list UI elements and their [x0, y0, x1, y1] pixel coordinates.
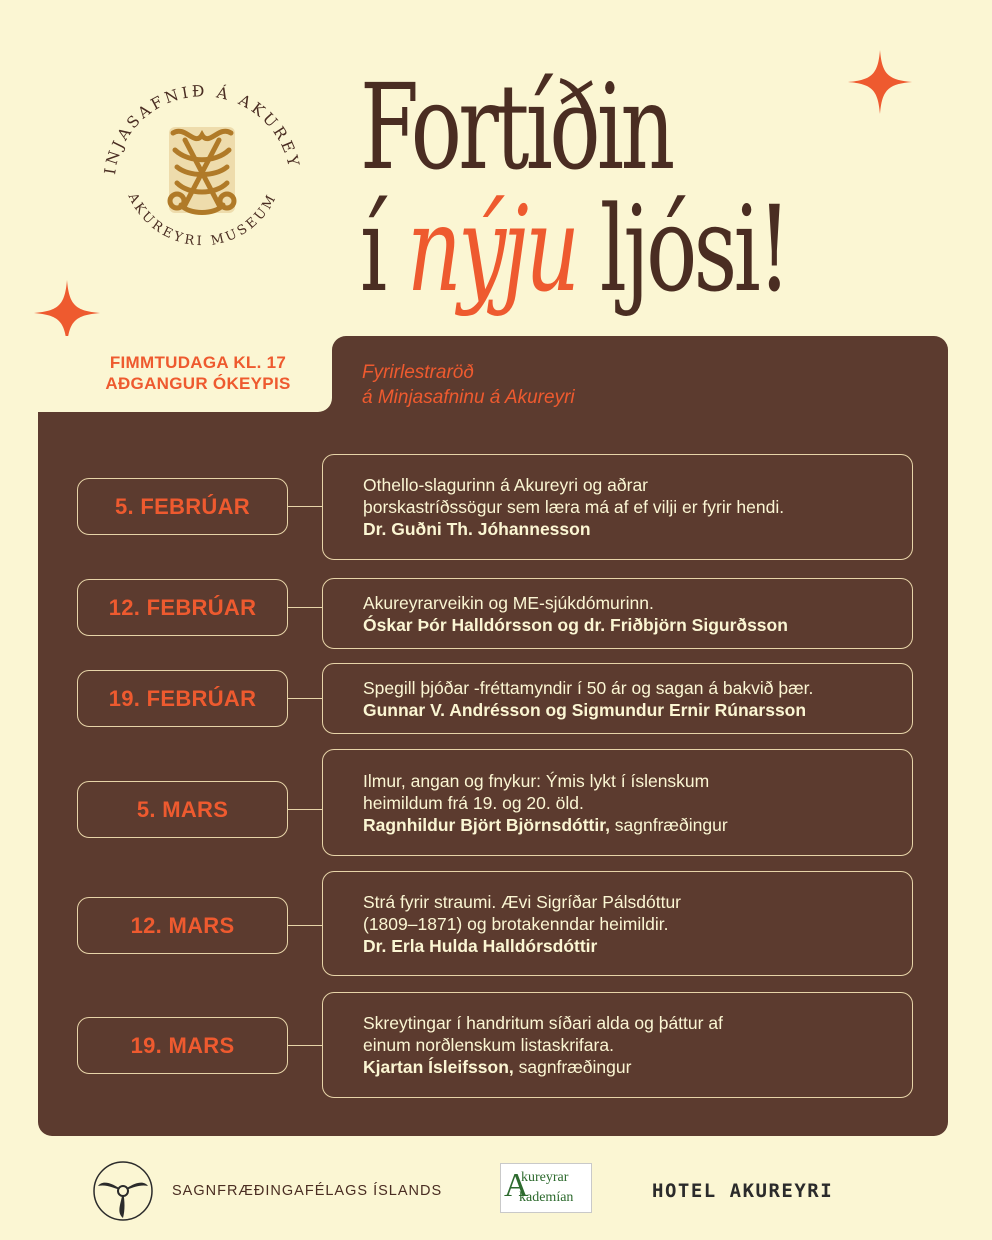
akademian-letter: A [504, 1167, 529, 1204]
row-connector [288, 925, 322, 926]
akademian-word-2: kademían [519, 1190, 574, 1205]
lecture-speaker-line [363, 518, 892, 540]
lecture-speaker-line [363, 614, 892, 636]
lecture-date: 5. FEBRÚAR [77, 478, 288, 535]
lecture-details [322, 578, 913, 649]
title-word-i: í [360, 180, 407, 318]
lecture-title-line: heimildum frá 19. og 20. öld. [363, 792, 584, 813]
lecture-title-line: þorskastríðssögur sem læra má af ef vilji er fyrir hendi. [363, 497, 785, 517]
title-word-ljosi: ljósi! [576, 180, 788, 318]
row-connector [288, 607, 322, 608]
lecture-title-line: Spegill þjóðar -fréttamyndir í 50 ár og sagan á bakvið þær. [363, 677, 814, 698]
panel-notch-corner [332, 336, 346, 350]
lecture-date: 12. MARS [77, 897, 288, 954]
lecture-title-line: Strá fyrir straumi. Ævi Sigríðar Pálsdóttur [363, 891, 681, 912]
row-connector [288, 506, 322, 507]
hotel-akureyri-logo: HOTEL AKUREYRI [652, 1180, 834, 1202]
page-title [360, 40, 920, 318]
lecture-date: 12. FEBRÚAR [77, 579, 288, 636]
lecture-speaker: Dr. Guðni Th. Jóhannesson [363, 519, 591, 539]
lecture-date: 5. MARS [77, 781, 288, 838]
lecture-title-line: Akureyrarveikin og ME-sjúkdómurinn. [363, 592, 654, 613]
title-line-1: Fortíðin [360, 58, 672, 196]
lecture-speaker: Dr. Erla Hulda Halldórsdóttir [363, 935, 598, 956]
row-connector [288, 1045, 322, 1046]
lecture-details [322, 663, 913, 734]
lecture-speaker: Kjartan Ísleifsson, [363, 1057, 514, 1077]
akureyrar-akademian-logo [500, 1163, 592, 1213]
lecture-speaker: Ragnhildur Björt Björnsdóttir, [363, 814, 610, 835]
row-connector [288, 698, 322, 699]
sparkle-star-icon-top [848, 50, 912, 114]
lecture-speaker-line [363, 699, 892, 721]
title-accent-word: nýju [406, 180, 577, 318]
lecture-speaker-role: sagnfræðingur [609, 814, 728, 835]
series-line-2: á Minjasafninu á Akureyri [362, 387, 575, 408]
celtic-knot-icon [169, 127, 235, 213]
lecture-speaker: Óskar Þór Halldórsson og dr. Friðbjörn Sigurðsson [363, 614, 788, 635]
museum-logo [85, 55, 320, 290]
lecture-date: 19. MARS [77, 1017, 288, 1074]
lecture-speaker-role: sagnfræðingur [513, 1057, 632, 1077]
lecture-details [322, 871, 913, 976]
lecture-title-line: Skreytingar í handritum síðari alda og þáttur af [363, 1013, 723, 1033]
akademian-word-1: kureyrar [521, 1170, 569, 1185]
logo-ring-text-top: INJASAFNIÐ Á AKUREY [101, 82, 304, 176]
lecture-speaker-line [363, 814, 892, 836]
lecture-details [322, 749, 913, 856]
lecture-title-line: Ilmur, angan og fnykur: Ýmis lykt í íslenskum [363, 770, 710, 791]
series-subtitle [362, 360, 575, 410]
lecture-speaker-line [363, 935, 892, 957]
lecture-date: 19. FEBRÚAR [77, 670, 288, 727]
logo-ring-text-bottom: AKUREYRI MUSEUM [124, 190, 281, 250]
historians-association-name: SAGNFRÆÐINGAFÉLAGS ÍSLANDS [172, 1183, 443, 1199]
event-time: FIMMTUDAGA KL. 17 [109, 353, 287, 372]
series-line-1: Fyrirlestraröð [362, 362, 474, 383]
lecture-title-line: Othello-slagurinn á Akureyri og aðrar [363, 475, 649, 495]
lecture-details [322, 454, 913, 560]
lecture-speaker: Gunnar V. Andrésson og Sigmundur Ernir Rúnarsson [363, 699, 807, 720]
lecture-title-line: einum norðlenskum listaskrifara. [363, 1035, 614, 1055]
lecture-title-line: (1809–1871) og brotakenndar heimildir. [363, 913, 669, 934]
title-line-2 [360, 180, 788, 318]
lecture-speaker-line [363, 1056, 892, 1078]
event-admission: AÐGANGUR ÓKEYPIS [105, 374, 291, 393]
triskelion-icon [92, 1160, 154, 1222]
lecture-details [322, 992, 913, 1098]
event-time-info [78, 352, 318, 394]
row-connector [288, 809, 322, 810]
